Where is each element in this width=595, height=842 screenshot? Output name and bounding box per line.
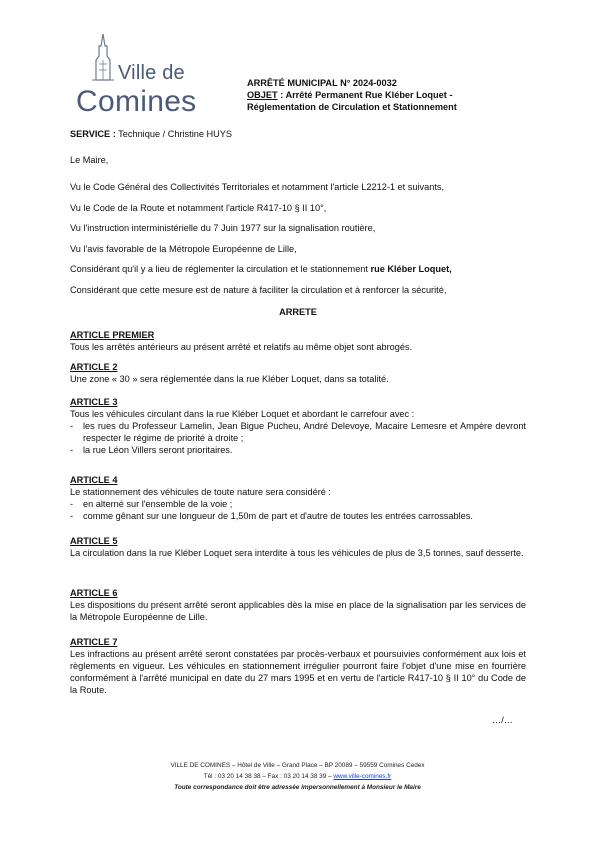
article-7-title: ARTICLE 7 (70, 637, 118, 647)
continuation-mark: …/… (492, 715, 513, 725)
article-4-text: Le stationnement des véhicules de toute nature sera considéré : (70, 487, 331, 497)
considerant-line-1 (70, 263, 452, 275)
service-line (70, 128, 232, 140)
considerant-1-text: Considérant qu'il y a lieu de réglementer la circulation et le stationnement (70, 264, 371, 274)
footer (0, 760, 595, 793)
footer-contact (0, 771, 595, 782)
article-5 (70, 535, 526, 559)
service-value: Technique / Christine HUYS (115, 129, 233, 139)
logo-comines: Comines (76, 85, 197, 118)
service-label: SERVICE : (70, 129, 116, 139)
website-link[interactable]: www.ville-comines.fr (333, 773, 392, 780)
object-label: OBJET (247, 90, 278, 100)
church-icon (90, 34, 116, 84)
article-4-item-1: - en alterné sur l'ensemble de la voie ; (70, 499, 233, 509)
considerant-line-2: Considérant que cette mesure est de nature à faciliter la circulation et à renforcer la sécurité, (70, 285, 447, 295)
article-7 (70, 636, 526, 696)
city-logo (76, 34, 196, 118)
footer-note: Toute correspondance doit être adressée impersonnellement à Monsieur le Maire (174, 784, 421, 791)
article-3-item-1-text: les rues du Professeur Lamelin, Jean Bigue Pucheu, André Delevoye, Macaire Lemesre et Ampère devront respecter le régime de priorité à droite ; (83, 421, 526, 443)
article-6 (70, 587, 526, 623)
article-6-text: Les dispositions du présent arrêté seront applicables dès la mise en place de la signalisation par les services de la Métropole Européenne de Lille. (70, 600, 526, 622)
decree-object (247, 89, 452, 101)
article-3-item-1: - les rues du Professeur Lamelin, Jean Bigue Pucheu, André Delevoye, Macaire Lemesre et Ampère devront respecter le régime de priorité à droite ; (70, 421, 526, 443)
article-5-title: ARTICLE 5 (70, 536, 118, 546)
vu-line-4: Vu l'avis favorable de la Métropole Européenne de Lille, (70, 244, 297, 254)
article-2-text: Une zone « 30 » sera réglementée dans la rue Kléber Loquet, dans sa totalité. (70, 374, 389, 384)
decree-object-line2: Réglementation de Circulation et Stationnement (247, 102, 457, 112)
article-1-title: ARTICLE PREMIER (70, 330, 155, 340)
article-4-item-1-text: en alterné sur l'ensemble de la voie ; (83, 499, 233, 509)
article-5-text: La circulation dans la rue Kléber Loquet sera interdite à tous les véhicules de plus de 3,5 tonnes, sauf desserte. (70, 548, 524, 558)
article-4-item-2-text: comme gênant sur une longueur de 1,50m de part et d'autre de toutes les entrées carrossables. (83, 511, 473, 521)
considerant-1-street: rue Kléber Loquet, (370, 264, 452, 274)
article-3-text: Tous les véhicules circulant dans la rue Kléber Loquet et abordant le carrefour avec : (70, 409, 415, 419)
vu-line-1: Vu le Code Général des Collectivités Territoriales et notamment l'article L2212-1 et suivants, (70, 182, 445, 192)
article-7-text: Les infractions au présent arrêté seront constatées par procès-verbaux et poursuivies conformément aux lois et règlements en vigueur. Les véhicules en stationnement irrégulier pourront faire l'objet d'une mise en fourrière conformément à l'arrêté municipal en date du 27 mars 1995 et en vertu de l'article R417-10 § II 10° du Code de la Route. (70, 649, 526, 695)
article-2-title: ARTICLE 2 (70, 362, 118, 372)
footer-address: VILLE DE COMINES – Hôtel de Ville – Grand Place – BP 20089 – 59559 Comines Cedex (170, 762, 425, 769)
vu-line-2: Vu le Code de la Route et notamment l'article R417-10 § II 10°, (70, 203, 327, 213)
decree-title: ARRÊTÉ MUNICIPAL N° 2024-0032 (247, 78, 397, 88)
article-3-item-2: - la rue Léon Villers seront prioritaires. (70, 445, 233, 455)
logo-ville-de: Ville de (118, 62, 185, 84)
article-4 (70, 474, 526, 522)
article-3-title: ARTICLE 3 (70, 397, 118, 407)
arrete-heading: ARRETE (279, 307, 317, 317)
article-3-item-2-text: la rue Léon Villers seront prioritaires. (83, 445, 233, 455)
object-text: : Arrêté Permanent Rue Kléber Loquet - (277, 90, 453, 100)
article-1-text: Tous les arrêtés antérieurs au présent arrêté et relatifs au même objet sont abrogés. (70, 342, 413, 352)
article-4-item-2: - comme gênant sur une longueur de 1,50m de part et d'autre de toutes les entrées carrossables. (70, 511, 473, 521)
article-1 (70, 329, 526, 353)
article-6-title: ARTICLE 6 (70, 588, 118, 598)
article-4-title: ARTICLE 4 (70, 475, 118, 485)
mayor-line: Le Maire, (70, 155, 109, 165)
article-2 (70, 361, 526, 385)
footer-phone-fax: Tél : 03 20 14 38 38 – Fax : 03 20 14 38 39 – (203, 773, 334, 780)
vu-line-3: Vu l'instruction interministérielle du 7 Juin 1977 sur la signalisation routière, (70, 223, 376, 233)
article-3 (70, 396, 526, 456)
